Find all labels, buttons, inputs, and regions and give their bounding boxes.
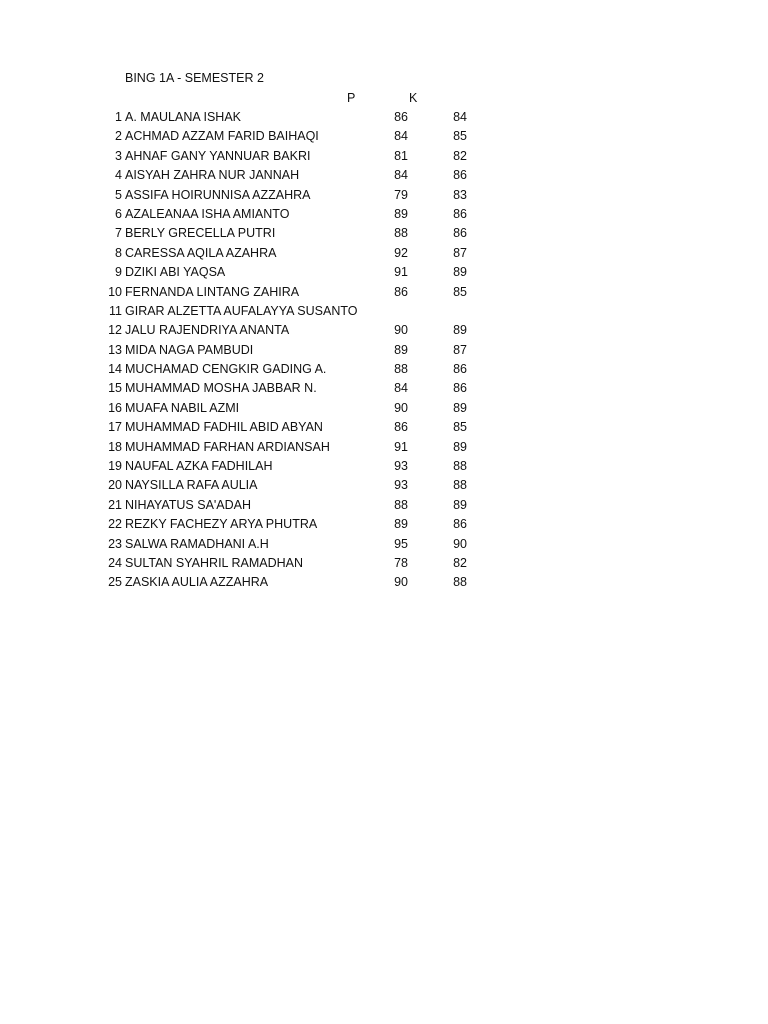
score-p: 81 <box>394 148 408 163</box>
student-row <box>0 302 768 321</box>
student-row <box>0 457 768 476</box>
row-number: 7 <box>115 226 122 241</box>
student-row <box>0 515 768 534</box>
score-k: 85 <box>453 129 467 144</box>
score-p: 86 <box>394 110 408 124</box>
score-p: 88 <box>394 226 408 241</box>
score-k: 89 <box>453 323 467 338</box>
student-name: SULTAN SYAHRIL RAMADHAN <box>125 555 304 570</box>
student-name: FERNANDA LINTANG ZAHIRA <box>125 284 300 299</box>
score-p: 78 <box>394 555 408 570</box>
row-number: 10 <box>108 284 122 299</box>
student-name: ACHMAD AZZAM FARID BAIHAQI <box>125 129 319 144</box>
row-number: 8 <box>115 245 122 260</box>
score-k: 89 <box>453 400 467 415</box>
score-k: 88 <box>453 478 467 493</box>
score-p: 90 <box>394 575 408 590</box>
student-row <box>0 379 768 398</box>
score-p: 84 <box>394 168 408 183</box>
student-row <box>0 573 768 592</box>
student-row <box>0 108 768 127</box>
student-row <box>0 205 768 224</box>
student-row <box>0 147 768 166</box>
row-number: 5 <box>115 187 122 202</box>
row-number: 23 <box>108 536 122 551</box>
score-k: 82 <box>453 148 467 163</box>
score-p: 92 <box>394 245 408 260</box>
score-k: 86 <box>453 226 467 241</box>
student-row <box>0 399 768 418</box>
score-p: 84 <box>394 381 408 396</box>
student-name: MIDA NAGA PAMBUDI <box>125 342 254 357</box>
student-row <box>0 166 768 185</box>
row-number: 16 <box>108 400 122 415</box>
score-p: 88 <box>394 497 408 512</box>
score-p: 95 <box>394 536 408 551</box>
score-k: 84 <box>453 110 467 124</box>
student-name: MUCHAMAD CENGKIR GADING A. <box>125 362 327 377</box>
score-k: 87 <box>453 342 467 357</box>
row-number: 15 <box>108 381 122 396</box>
student-row <box>0 224 768 243</box>
score-p: 86 <box>394 420 408 435</box>
student-row <box>0 438 768 457</box>
row-number: 6 <box>115 206 122 221</box>
row-number: 11 <box>109 303 122 318</box>
score-p: 79 <box>394 187 408 202</box>
row-number: 19 <box>108 459 122 474</box>
row-number: 21 <box>108 497 122 512</box>
student-name: AZALEANAA ISHA AMIANTO <box>125 206 290 221</box>
score-p: 91 <box>394 265 408 280</box>
student-name: ZASKIA AULIA AZZAHRA <box>125 575 269 590</box>
student-row <box>0 263 768 282</box>
score-k: 88 <box>453 459 467 474</box>
student-name: AISYAH ZAHRA NUR JANNAH <box>125 168 300 183</box>
student-row <box>0 476 768 495</box>
score-p: 90 <box>394 323 408 338</box>
student-name: GIRAR ALZETTA AUFALAYYA SUSANTO <box>125 303 358 318</box>
row-number: 18 <box>108 439 122 454</box>
score-p: 90 <box>394 400 408 415</box>
student-name: MUHAMMAD FADHIL ABID ABYAN <box>125 420 323 435</box>
row-number: 12 <box>108 323 122 338</box>
student-row <box>0 496 768 515</box>
student-name: BERLY GRECELLA PUTRI <box>125 226 276 241</box>
score-p: 91 <box>394 439 408 454</box>
student-name: MUHAMMAD FARHAN ARDIANSAH <box>125 439 330 454</box>
score-p: 84 <box>394 129 408 144</box>
student-name: NAYSILLA RAFA AULIA <box>125 478 258 493</box>
score-k: 86 <box>453 206 467 221</box>
score-k: 88 <box>453 575 467 590</box>
student-name: AHNAF GANY YANNUAR BAKRI <box>125 148 311 163</box>
student-row <box>0 283 768 302</box>
score-k: 89 <box>453 265 467 280</box>
student-row <box>0 535 768 554</box>
row-number: 25 <box>108 575 122 590</box>
student-name: NAUFAL AZKA FADHILAH <box>125 459 273 474</box>
row-number: 1 <box>115 110 122 124</box>
student-name: REZKY FACHEZY ARYA PHUTRA <box>125 517 318 532</box>
student-row <box>0 321 768 340</box>
score-k: 89 <box>453 439 467 454</box>
column-header-k: K <box>409 91 418 105</box>
student-name: SALWA RAMADHANI A.H <box>125 536 269 551</box>
student-name: MUHAMMAD MOSHA JABBAR N. <box>125 381 317 396</box>
score-k: 85 <box>453 284 467 299</box>
row-number: 14 <box>108 362 122 377</box>
score-k: 90 <box>453 536 467 551</box>
student-name: DZIKI ABI YAQSA <box>125 265 226 280</box>
student-row <box>0 341 768 360</box>
score-p: 88 <box>394 362 408 377</box>
student-name: MUAFA NABIL AZMI <box>125 400 240 415</box>
student-row <box>0 244 768 263</box>
score-k: 83 <box>453 187 467 202</box>
score-k: 86 <box>453 517 467 532</box>
row-number: 4 <box>115 168 122 183</box>
row-number: 24 <box>108 555 122 570</box>
student-list <box>0 108 768 593</box>
row-number: 17 <box>108 420 122 435</box>
column-header-p: P <box>347 91 356 105</box>
score-p: 93 <box>394 459 408 474</box>
sheet-title: BING 1A - SEMESTER 2 <box>125 71 264 85</box>
score-k: 82 <box>453 555 467 570</box>
score-k: 87 <box>453 245 467 260</box>
student-name: ASSIFA HOIRUNNISA AZZAHRA <box>125 187 311 202</box>
score-k: 86 <box>453 381 467 396</box>
student-row <box>0 360 768 379</box>
row-number: 13 <box>108 342 122 357</box>
score-p: 89 <box>394 342 408 357</box>
student-name: A. MAULANA ISHAK <box>125 110 242 124</box>
student-row <box>0 186 768 205</box>
row-number: 3 <box>115 148 122 163</box>
score-p: 86 <box>394 284 408 299</box>
row-number: 20 <box>108 478 122 493</box>
score-p: 89 <box>394 517 408 532</box>
score-k: 85 <box>453 420 467 435</box>
score-k: 86 <box>453 168 467 183</box>
student-row <box>0 418 768 437</box>
student-row <box>0 127 768 146</box>
score-k: 86 <box>453 362 467 377</box>
row-number: 9 <box>115 265 122 280</box>
score-p: 93 <box>394 478 408 493</box>
student-name: NIHAYATUS SA'ADAH <box>125 497 252 512</box>
row-number: 22 <box>108 517 122 532</box>
student-row <box>0 554 768 573</box>
row-number: 2 <box>115 129 122 144</box>
student-name: CARESSA AQILA AZAHRA <box>125 245 277 260</box>
student-name: JALU RAJENDRIYA ANANTA <box>125 323 290 338</box>
score-p: 89 <box>394 206 408 221</box>
score-k: 89 <box>453 497 467 512</box>
